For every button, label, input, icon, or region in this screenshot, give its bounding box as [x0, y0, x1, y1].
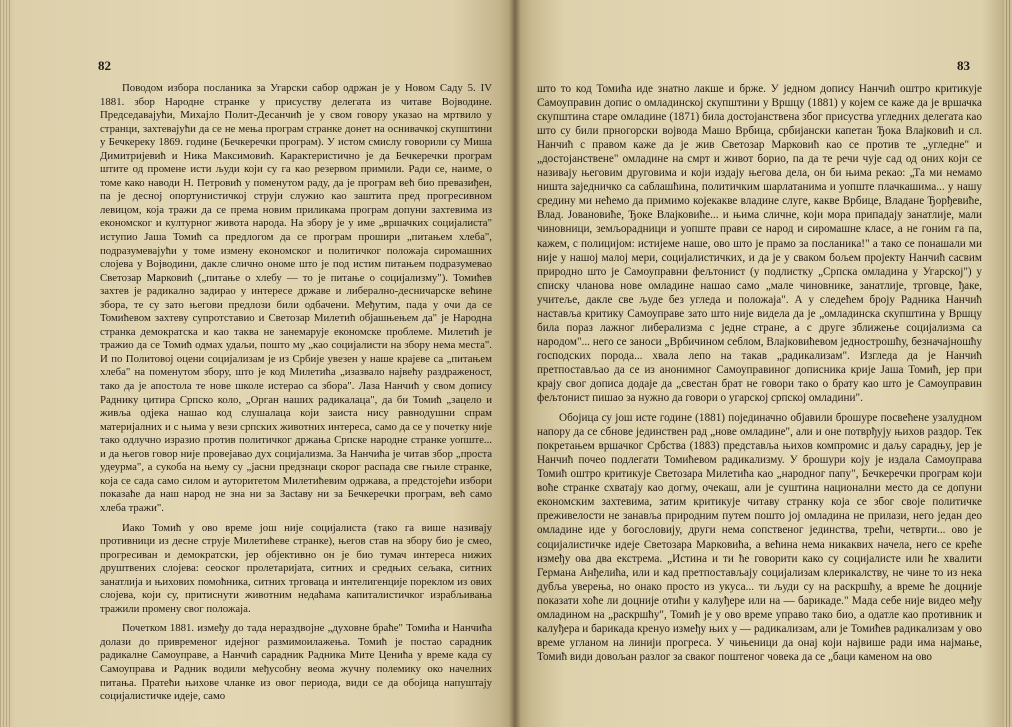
paragraph: Поводом избора посланика за Угарски сабор одржан је у Новом Саду 5. IV 1881. збор Народне странке у присуству делегата из читаве Војводине. Председавајући, Михајло Полит-Десанчић је у свом говору указао на мртвило у странци, захтевајући да се не мења програм странке донет на оснивачкој скупштини у Бечкереку 1869. године (Бечкеречки програм). У истом смислу говорили су Миша Димитријевић и Ника Максимовић. Карактеристично је да Бечкеречки програм штите од промене исти људи који су га као резервом примили. Ради се, наиме, о томе како наводи Н. Петровић у поменутом раду, да је програм већ био превазиђен, па је десној опортунистичкој струји служио као заштита пред прогресивном левицом, која тражи да се према новим приликама програм допуни захтевима из економског и културног живота народа. На збору је у име „вршачких социјалиста" иступио Јаша Томић са предлогом да се програм прошири „питањем хлеба", подразумевајући у томе измену економског и политичког положаја сиромашних слојева у Војводини, дакле слично ономе што је под истим питањем подразумевао Светозар Марковић („питање о хлебу — то је питање о социјализму"). Томићев захтев је радикално задирао у интересе државе и либерално-десничарске већине збора, те су зато његови предлози били одбачени. Међутим, пада у очи да се Томићевом захтеву супротставио и Светозар Милетић објашњењем да" је Народна странка демократска и као таква не занемарује економске проблеме. Милетић је тражио да се Томић одмах удаљи, пошто му „као социјалисти на збору нема места". И по Политовој оцени социјализам је из Србије увезен у наше крајеве са „питањем хлеба" на поменутом збору, што је код Милетића „изазвало највећу раздраженост, тако да је апостола те нове школе истерао са збора". Лаза Нанчић у свом допису Раднику цитира Српско коло, „Орган наших радикалаца", да би Томић „зацело и живља одјека нашао код слушалаца који заиста нису равнодушни спрам материјалних и с њима у вези српских животних интереса, само да се у почетку није тако одлучно изразио против политичког држања Српске народне странке уопште... и да његов говор није провејавао дух социјализма. За Нанчића је читав збор „проста удеурма", а сукоба на њему су „јасни предзнаци скорог распада све гњиле странке, која се сада само силом и ауторитетом Милетићевим одржава, а предстојећи избори показаће да наш народ не зна ни за Засtаву ни за Бечкеречки програм, већ само хлеба тражи". — [100, 82, 492, 514]
right-page-text — [537, 82, 982, 664]
paragraph: што то код Томића иде знатно лакше и брже. У једном допису Нанчић оштро критикује Самоуправин допис о омладинској скупштини у Вршцу (1881) у којем се каже да је вршачка скупштина старе омладине (1871) била достојанствена због присуства угледних делегата као што су били прногорски војвода Машо Врбица, србијански капетан Ђока Влајковић и сл. Нанчић с правом каже да је жив Светозар Марковић као се против те „угледне" и „достојанствене" омладине на смрт и живот борио, па да те речи чује сад од оних који се називају његовим друговима и који издају његова дела, он би њима рекао: „Та ми немамо ништа заједничко са саблашћина, политичким шарлатанима и уопште плачкашима... у нашу средину ми нећемо да примимо којекакве владине слуге, какве Врбице, Владане Ђорђевиће, Влад. Јовановиће, Ђоке Влајковиће... и њима сличне, који мора припадају занатлије, мали чиновници, земљорадници и уопште прави се народ и сиромашне класе, а не гоним га па, кажем, с полицијом: истијеме наше, ово што је прамо за посланика!" а тако се понашали ми није у нашој малој мери, социјалистичких, и да је у сваком бољем пројекту Нанчић сасвим природно што је Самоуправни фељтонист (у подлистку „Српска омладина у Угарској") у списку чланова нове омладине нашао само „мале чиновнике, занатлије, трговце, ђаке, учитеље, дакле све људе без угледа и положаја". А у следећем броју Радника Нанчић наставља критику Самоуправе зато што није видела да је „омладинска скупштина у Вршцу била пораз лажног либерализма с једне стране, а с друге зближење социјализма са народом"... него се заноси „Врбичином себлом, Влајковићевом једнострошћу, безначајношћу господских порода... хвала лепо на такав „радикализам". Изгледа да је Нанчић претпостављао да се из анонимног Самоуправиног дописника крије Јаша Томић, јер при крају свог допиcа додаје да „свестан брат не говори тако о брату као што је Самоуправин фељтонист пишао за нужно да говори о угарској српској омладини". — [537, 83, 982, 405]
page-number-left: 82 — [98, 58, 111, 73]
page-edges-left — [0, 0, 10, 727]
paragraph: Почетком 1881. између до тада нераздвојне „духовне браће" Томића и Нанчића долази до привременог идејног размимоилажења. Томић је постао сарадник радикалне Самоуправе, а Нанчић сарадник Радника Мите Ценића у време када су Самоуправа и Радник водили међусобну веома жучну полемику око начелних питања. Пратећи њихове чланке из овог периода, види се да обојица напуштају социјалистичке идеје, само — [100, 622, 492, 703]
book-gutter — [509, 0, 521, 727]
left-page-text — [100, 82, 492, 704]
paragraph: Иако Томић у ово време још није социјалиста (тако га више називају противници из десне струје Милетићеве странке), његов став на збору био је смео, прогресиван и демократски, јер објективно он је био тумач интереса нижих друштвених слојева: сеоског пролетаријата, ситних и средњих сељака, ситних занатлија и њихових помоћника, ситних трговаца и интелигенције пореклом из ових слојева, који су, притиснути животним недаћама капиталистичког израбљивања тражили промену свог положаја. — [100, 521, 492, 615]
page-edges-right — [1004, 0, 1012, 727]
right-page — [515, 0, 1012, 727]
page-number-right: 83 — [957, 58, 970, 73]
paragraph: Обојица су још исте године (1881) појединачно објавили брошуре посвећене узалудном напору да се сбнове јединствен рад „нове омладине", али и оне потврђују њихов раздор. Тек покретањем вршачког Србства (1883) представља њихов компромис и даљу сарадњу, јер је Нанчић почео подлегати Томићевом радикализму. У брошури коју је издала Самоуправа Томић оштро критикује Светозара Милетића као „народног папу", Бечкеречки програм који воће странке схватају као догму, очекаш, али је суштина национални место да се допуни економским захтевима, затим критикује читаву странку која се због своје политичке преживелости не занавља природним путем пошто јој омладина не прилази, него један део омладине иде у богословију, други нема сопственог јединства, трећи, четврти... ово је социјалистичке идеје Светозара Марковића, а већина нема никаквих начела, него се креће између ова два екстрема. „Истина и ти ће говорити како су социјалисте или ће хвалити Германа Анђелића, или и кад претпостављају социјализам клерикалству, не чине то из нека дубља уверења, но онако просто из укуса... ти људи су на раскршћу, а време ће доцније показати хоће ли доцније отићи у калуђере или на — барикаде." Мада себе није видео међу омладином на „раскршћу", Томић је у ово време управо тако био, а одатле као противник и калуђера и барикада кренуо између њих у — радикализам, али је Томићев радикализам у ово време угланом на линији прогреса. У чињеници да онај који највише ради има најмање, Томић види довољан разлог за сваког поштеног човека да се „баци каменом на ово — [537, 412, 982, 663]
